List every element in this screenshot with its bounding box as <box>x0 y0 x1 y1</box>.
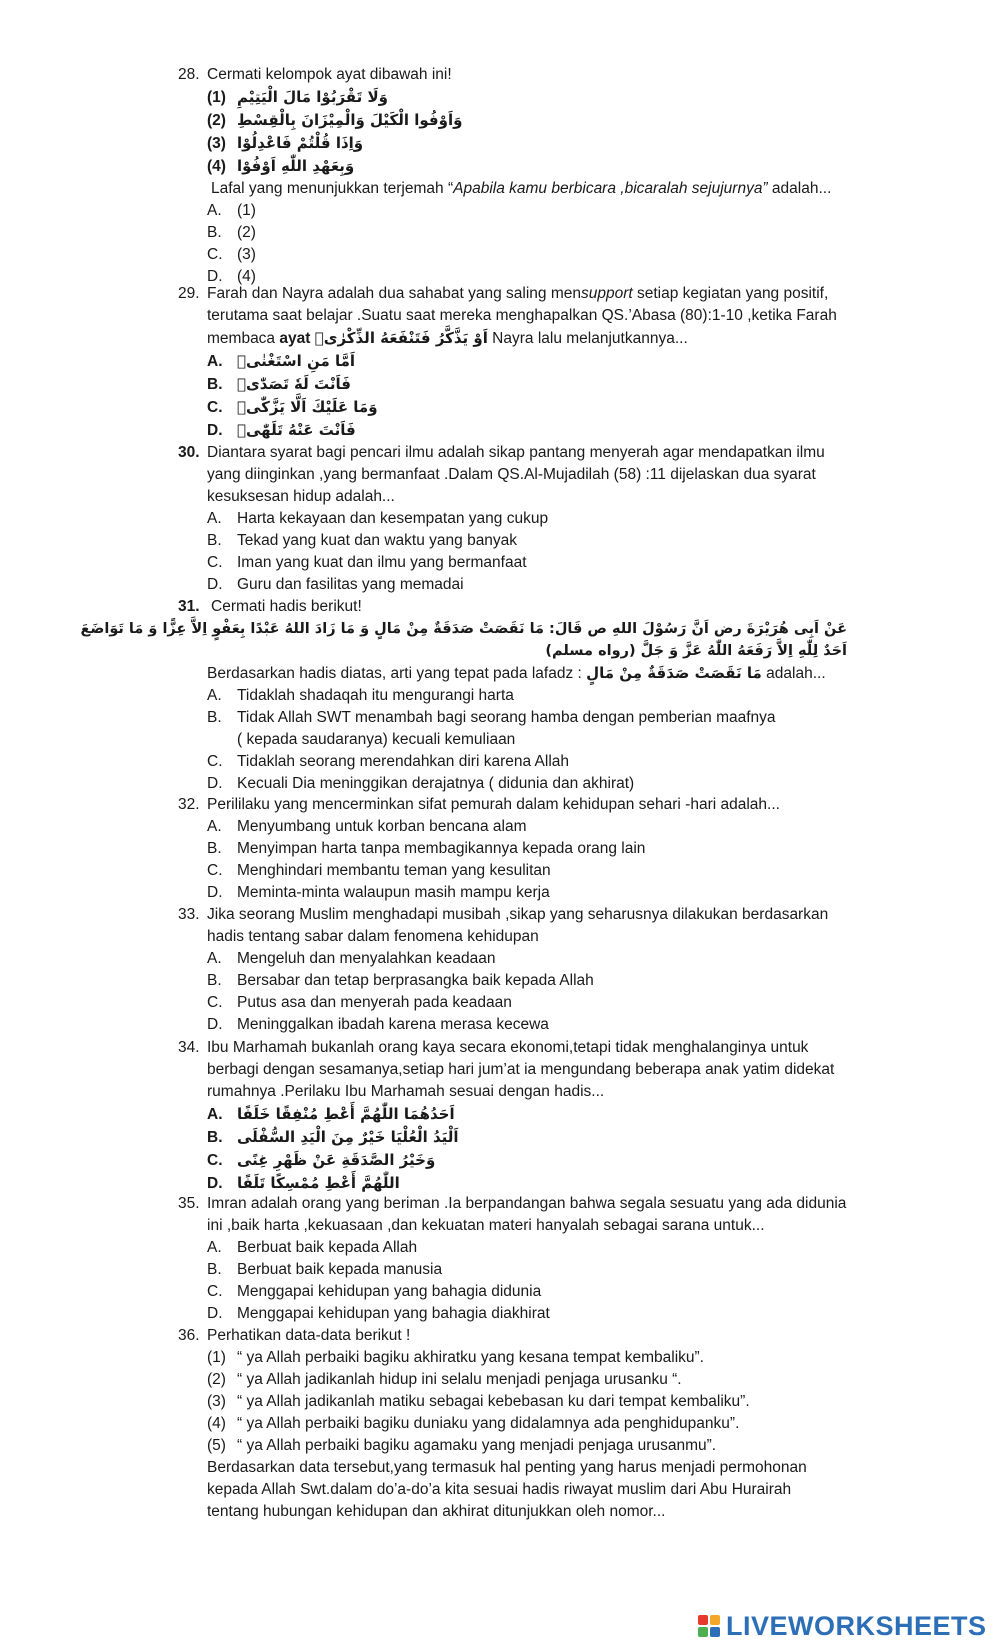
data-item-2: (2) “ ya Allah jadikanlah hidup ini selalu menjadi penjaga urusanku “. <box>207 1371 682 1388</box>
liveworksheets-logo-icon <box>698 1615 720 1637</box>
option-b[interactable]: B. Bersabar dan tetap berprasangka baik kepada Allah <box>207 972 594 989</box>
question-text-line: Berdasarkan data tersebut,yang termasuk hal penting yang harus menjadi permohonan <box>207 1459 807 1476</box>
option-d[interactable]: D. Kecuali Dia meninggikan derajatnya ( didunia dan akhirat) <box>207 775 635 792</box>
question-35 <box>178 1193 898 1325</box>
question-number: 35. <box>178 1195 200 1212</box>
question-text-line: Jika seorang Muslim menghadapi musibah ,sikap yang seharusnya dilakukan berdasarkan <box>207 906 829 923</box>
option-b[interactable]: B. Tekad yang kuat dan waktu yang banyak <box>207 532 518 549</box>
question-text-line: Imran adalah orang yang beriman .Ia berpandangan bahwa segala sesuatu yang ada didunia <box>207 1195 847 1212</box>
data-item-3: (3) “ ya Allah jadikanlah matiku sebagai kebebasan ku dari tempat kembaliku”. <box>207 1393 750 1410</box>
question-36 <box>178 1325 898 1523</box>
question-text-line: hadis tentang sabar dalam fenomena kehidupan <box>207 928 539 945</box>
question-text-line: Diantara syarat bagi pencari ilmu adalah sikap pantang menyerah agar mendapatkan ilmu <box>207 444 825 461</box>
question-text-line: ini ,baik harta ,kekuasaan ,dan kekuatan materi hanyalah sebagai sarana untuk... <box>207 1217 765 1234</box>
question-28 <box>178 64 898 288</box>
option-b[interactable]: B. (2) <box>207 224 256 241</box>
option-a[interactable]: A. Mengeluh dan menyalahkan keadaan <box>207 950 496 967</box>
question-text-line: Perililaku yang mencerminkan sifat pemurah dalam kehidupan sehari -hari adalah... <box>207 796 780 813</box>
question-number: 33. <box>178 906 200 923</box>
question-number: 34. <box>178 1039 200 1056</box>
option-d[interactable]: D. Meninggalkan ibadah karena merasa kecewa <box>207 1016 549 1033</box>
option-d[interactable]: D. (4) <box>207 268 256 285</box>
verse-3: (3) وَاِذَا قُلْتُمْ فَاعْدِلُوْا <box>207 134 364 152</box>
question-text-line: membaca ayat اَوْ يَذَّكَّرُ فَتَنْفَعَهُ الذِّكْرٰىۗ Nayra lalu melanjutkannya... <box>207 329 688 347</box>
question-text-line: Ibu Marhamah bukanlah orang kaya secara ekonomi,tetapi tidak menghalanginya untuk <box>207 1039 809 1056</box>
question-intro: Perhatikan data-data berikut ! <box>207 1327 411 1344</box>
option-d[interactable]: D. Meminta-minta walaupun masih mampu kerja <box>207 884 550 901</box>
question-number: 28. <box>178 66 200 83</box>
question-text-line: berbagi dengan sesamanya,setiap hari jum’at ia mengundang beberapa anak yatim didekat <box>207 1061 835 1078</box>
question-text-line: kepada Allah Swt.dalam do’a-do’a kita sesuai hadis riwayat muslim dari Abu Hurairah <box>207 1481 792 1498</box>
question-stem: Berdasarkan hadis diatas, arti yang tepat pada lafadz : مَا نَقَصَتْ صَدَقَةٌ مِنْ مَالٍ adalah... <box>207 664 826 682</box>
question-30 <box>178 442 898 596</box>
question-number: 29. <box>178 285 200 302</box>
data-item-4: (4) “ ya Allah perbaiki bagiku duniaku yang didalamnya ada penghidupanku”. <box>207 1415 740 1432</box>
question-text-line: Farah dan Nayra adalah dua sahabat yang saling mensupport setiap kegiatan yang positif, <box>207 285 829 302</box>
question-text-line: terutama saat belajar .Suatu saat mereka menghapalkan QS.’Abasa (80):1-10 ,ketika Farah <box>207 307 837 324</box>
data-item-1: (1) “ ya Allah perbaiki bagiku akhiratku yang kesana tempat kembaliku”. <box>207 1349 704 1366</box>
question-text-line: kesuksesan hidup adalah... <box>207 488 395 505</box>
question-number: 30. <box>178 444 200 461</box>
question-text-line: rumahnya .Perilaku Ibu Marhamah sesuai dengan hadis... <box>207 1083 605 1100</box>
question-31 <box>80 596 898 795</box>
option-a[interactable]: A. Berbuat baik kepada Allah <box>207 1239 418 1256</box>
question-intro: Cermati hadis berikut! <box>211 598 362 615</box>
verse-4: (4) وَبِعَهْدِ اللّٰهِ اَوْفُوْا <box>207 157 355 175</box>
option-c[interactable]: C. Menghindari membantu teman yang kesulitan <box>207 862 551 879</box>
question-32 <box>178 794 898 904</box>
option-b[interactable]: B. Tidak Allah SWT menambah bagi seorang hamba dengan pemberian maafnya <box>207 709 776 726</box>
option-a[interactable]: A. Harta kekayaan dan kesempatan yang cukup <box>207 510 549 527</box>
question-number: 36. <box>178 1327 200 1344</box>
data-item-5: (5) “ ya Allah perbaiki bagiku agamaku yang menjadi penjaga urusanmu”. <box>207 1437 717 1454</box>
option-b[interactable]: B. Berbuat baik kepada manusia <box>207 1261 443 1278</box>
hadith-line-1: عَنْ اَبِى هُرَيْرَةَ رض اَنَّ رَسُوْلَ اللهِ ص قَالَ: مَا نَقَصَتْ صَدَقَةٌ مِنْ مَالٍ وَ مَا زَادَ اللهُ عَبْدًا بِعَفْوٍ اِلاَّ عِزًّا وَ مَا تَوَاضَعَ <box>80 621 847 637</box>
option-b-continued: ( kepada saudaranya) kecuali kemuliaan <box>237 731 516 748</box>
question-text-line: yang diinginkan ,yang bermanfaat .Dalam QS.Al-Mujadilah (58) :11 dijelaskan dua syarat <box>207 466 816 483</box>
option-b[interactable]: B. Menyimpan harta tanpa membagikannya kepada orang lain <box>207 840 646 857</box>
option-a[interactable]: A. اَحَدُهُمَا اللّٰهُمَّ أَعْطِ مُنْفِقًا خَلَفًا <box>207 1105 455 1123</box>
option-a[interactable]: A. اَمَّا مَنِ اسْتَغْنٰىۙ <box>207 352 356 370</box>
option-c[interactable]: C. وَخَيْرُ الصَّدَقَةِ عَنْ ظَهْرِ غِنًى <box>207 1151 436 1169</box>
option-a[interactable]: A. Menyumbang untuk korban bencana alam <box>207 818 527 835</box>
question-stem: Lafal yang menunjukkan terjemah “Apabila kamu berbicara ,bicaralah sejujurnya” adalah... <box>211 180 832 197</box>
question-text-line: tentang hubungan kehidupan dan akhirat ditunjukkan oleh nomor... <box>207 1503 666 1520</box>
question-29 <box>178 283 898 442</box>
question-33 <box>178 904 898 1036</box>
liveworksheets-logo-text: LIVEWORKSHEETS <box>726 1610 987 1641</box>
verse-2: (2) وَاَوْفُوا الْكَيْلَ وَالْمِيْزَانَ بِالْقِسْطِ <box>207 111 463 129</box>
verse-1: (1) وَلَا تَقْرَبُوْا مَالَ الْيَتِيْمِ <box>207 88 388 106</box>
option-a[interactable]: A. (1) <box>207 202 256 219</box>
option-d[interactable]: D. اللّٰهُمَّ أَعْطِ مُمْسِكًا تَلَفًا <box>207 1174 400 1192</box>
option-c[interactable]: C. Menggapai kehidupan yang bahagia didunia <box>207 1283 542 1300</box>
hadith-line-2: اَحَدٌ لِلّٰهِ اِلاَّ رَفَعَهُ اللّٰهُ عَزَّ وَ جَلَّ (رواه مسلم) <box>545 643 847 659</box>
option-c[interactable]: C. Putus asa dan menyerah pada keadaan <box>207 994 512 1011</box>
question-intro: Cermati kelompok ayat dibawah ini! <box>207 66 452 83</box>
liveworksheets-logo <box>698 1612 987 1640</box>
option-d[interactable]: D. فَاَنْتَ عَنْهُ تَلَهّٰىۚ <box>207 421 356 439</box>
option-b[interactable]: B. اَلْيَدُ الْعُلْيَا خَيْرٌ مِنَ الْيَدِ السُّفْلَى <box>207 1128 459 1146</box>
option-d[interactable]: D. Guru dan fasilitas yang memadai <box>207 576 464 593</box>
option-b[interactable]: B. فَاَنْتَ لَهٗ تَصَدّٰىۗ <box>207 375 351 393</box>
question-34 <box>178 1037 898 1195</box>
option-c[interactable]: C. Tidaklah seorang merendahkan diri karena Allah <box>207 753 570 770</box>
option-c[interactable]: C. وَمَا عَلَيْكَ اَلَّا يَزَّكّٰىۗ <box>207 398 378 416</box>
option-a[interactable]: A. Tidaklah shadaqah itu mengurangi harta <box>207 687 514 704</box>
option-c[interactable]: C. Iman yang kuat dan ilmu yang bermanfaat <box>207 554 527 571</box>
option-c[interactable]: C. (3) <box>207 246 256 263</box>
option-d[interactable]: D. Menggapai kehidupan yang bahagia diakhirat <box>207 1305 550 1322</box>
question-number: 31. <box>178 598 200 615</box>
question-number: 32. <box>178 796 200 813</box>
